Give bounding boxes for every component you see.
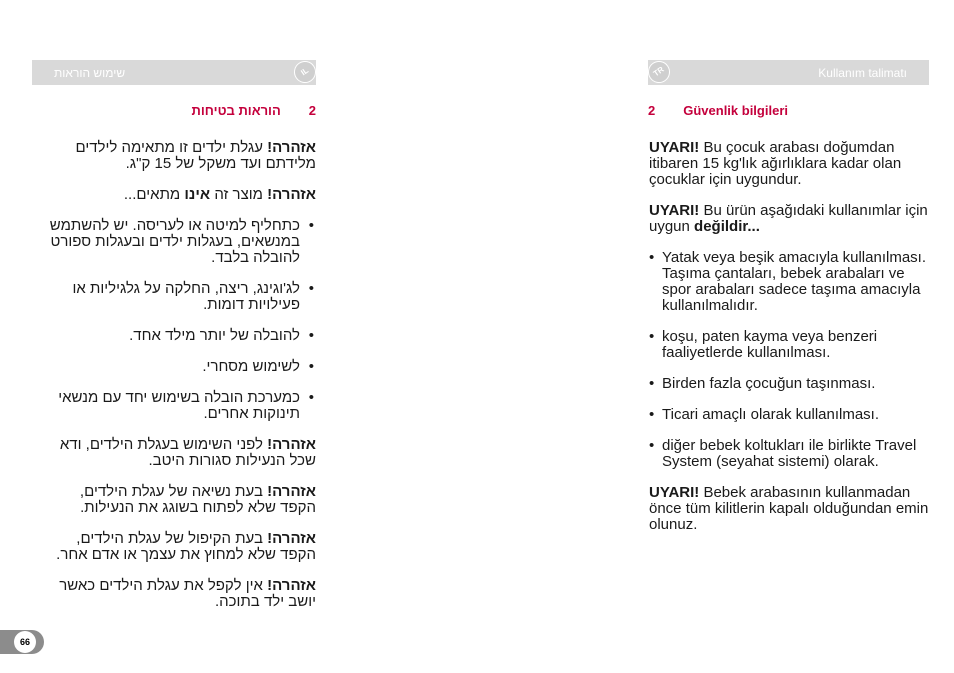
header-title-turkish: Kullanım talimatı: [818, 66, 907, 80]
bullet-item: [649, 376, 934, 392]
section-title-turkish: [648, 103, 788, 118]
paragraph-text: לג'וגינג, ריצה, החלקה על גלגיליות או פעילויות דומות.: [72, 280, 300, 313]
bullet-item: [48, 218, 316, 266]
paragraph-text: בעת נשיאה של עגלת הילדים, הקפד שלא לפתוח בשוגג את הנעילות.: [79, 483, 316, 516]
section-heading: Güvenlik bilgileri: [683, 103, 788, 118]
warning-label: אזהרה!: [267, 530, 316, 547]
page-number: 66: [14, 631, 36, 653]
warning-paragraph: [48, 437, 316, 469]
warning-label: אזהרה!: [267, 436, 316, 453]
emphasis-text: değildir...: [694, 218, 760, 235]
warning-label: UYARI!: [649, 484, 700, 501]
header-title-hebrew: שימוש הוראות: [54, 66, 126, 80]
hebrew-column: [48, 140, 316, 610]
header-bar-hebrew: [32, 60, 316, 85]
paragraph-text: Bebek arabasının kullanmadan önce tüm kilitlerin kapalı olduğundan emin olunuz.: [649, 484, 929, 533]
paragraph-text: Birden fazla çocuğun taşınması.: [662, 375, 876, 392]
paragraph-text: מוצר זה: [210, 186, 268, 203]
paragraph-text: כמערכת הובלה בשימוש יחד עם מנשאי תינוקות אחרים.: [58, 389, 300, 422]
warning-paragraph: [48, 531, 316, 563]
bullet-item: [48, 390, 316, 422]
paragraph-text: לפני השימוש בעגלת הילדים, ודא שכל הנעילות סגורות היטב.: [59, 436, 316, 469]
warning-paragraph: [649, 203, 934, 235]
page-number-tab: [0, 630, 44, 654]
section-title-hebrew: [190, 103, 316, 118]
warning-paragraph: [649, 485, 934, 533]
paragraph-text: אין לקפל את עגלת הילדים כאשר יושב ילד בתוכה.: [59, 577, 316, 610]
warning-paragraph: [48, 578, 316, 610]
warning-paragraph: [48, 484, 316, 516]
bullet-item: [48, 328, 316, 344]
bullet-item: [48, 281, 316, 313]
warning-label: אזהרה!: [267, 483, 316, 500]
header-bar-turkish: [648, 60, 929, 85]
bullet-item: [649, 250, 934, 314]
paragraph-text: Yatak veya beşik amacıyla kullanılması. Taşıma çantaları, bebek arabaları ve spor arabaları sadece taşıma amacıyla kullanılmalıdır.: [662, 249, 927, 314]
turkish-column: [649, 140, 934, 533]
bullet-item: [649, 438, 934, 470]
section-number: 2: [648, 103, 656, 118]
paragraph-text: Ticari amaçlı olarak kullanılması.: [662, 406, 880, 423]
bullet-item: [649, 407, 934, 423]
bullet-item: [649, 329, 934, 361]
paragraph-text: מתאים...: [123, 186, 185, 203]
section-number: 2: [308, 103, 316, 118]
warning-label: אזהרה!: [267, 139, 316, 156]
language-badge-il: IL: [290, 57, 321, 88]
paragraph-text: Bu ürün aşağıdaki kullanımlar için uygun: [649, 202, 928, 235]
warning-label: UYARI!: [649, 202, 700, 219]
paragraph-text: koşu, paten kayma veya benzeri faaliyetlerde kullanılması.: [662, 328, 878, 361]
paragraph-text: לשימוש מסחרי.: [202, 358, 300, 375]
paragraph-text: Bu çocuk arabası doğumdan itibaren 15 kg'lık ağırlıklara kadar olan çocuklar için uygundur.: [649, 139, 902, 188]
section-heading: הוראות בטיחות: [191, 103, 281, 118]
paragraph-text: להובלה של יותר מילד אחד.: [129, 327, 300, 344]
paragraph-text: כתחליף למיטה או לעריסה. יש להשתמש במנשאים, בעגלות ילדים ובעגלות ספורט להובלה בלבד.: [49, 217, 300, 266]
paragraph-text: diğer bebek koltukları ile birlikte Travel System (seyahat sistemi) olarak.: [662, 437, 917, 470]
warning-label: UYARI!: [649, 139, 700, 156]
warning-paragraph: [48, 140, 316, 172]
warning-label: אזהרה!: [267, 186, 316, 203]
paragraph-text: עגלת ילדים זו מתאימה לילדים מלידתם ועד משקל של 15 ק"ג.: [75, 139, 316, 172]
bullet-item: [48, 359, 316, 375]
language-badge-tr: TR: [644, 57, 675, 88]
warning-paragraph: [48, 187, 316, 203]
paragraph-text: בעת הקיפול של עגלת הילדים, הקפד שלא למחוץ את עצמך או אדם אחר.: [56, 530, 316, 563]
emphasis-text: אינו: [184, 186, 211, 203]
warning-paragraph: [649, 140, 934, 188]
warning-label: אזהרה!: [267, 577, 316, 594]
